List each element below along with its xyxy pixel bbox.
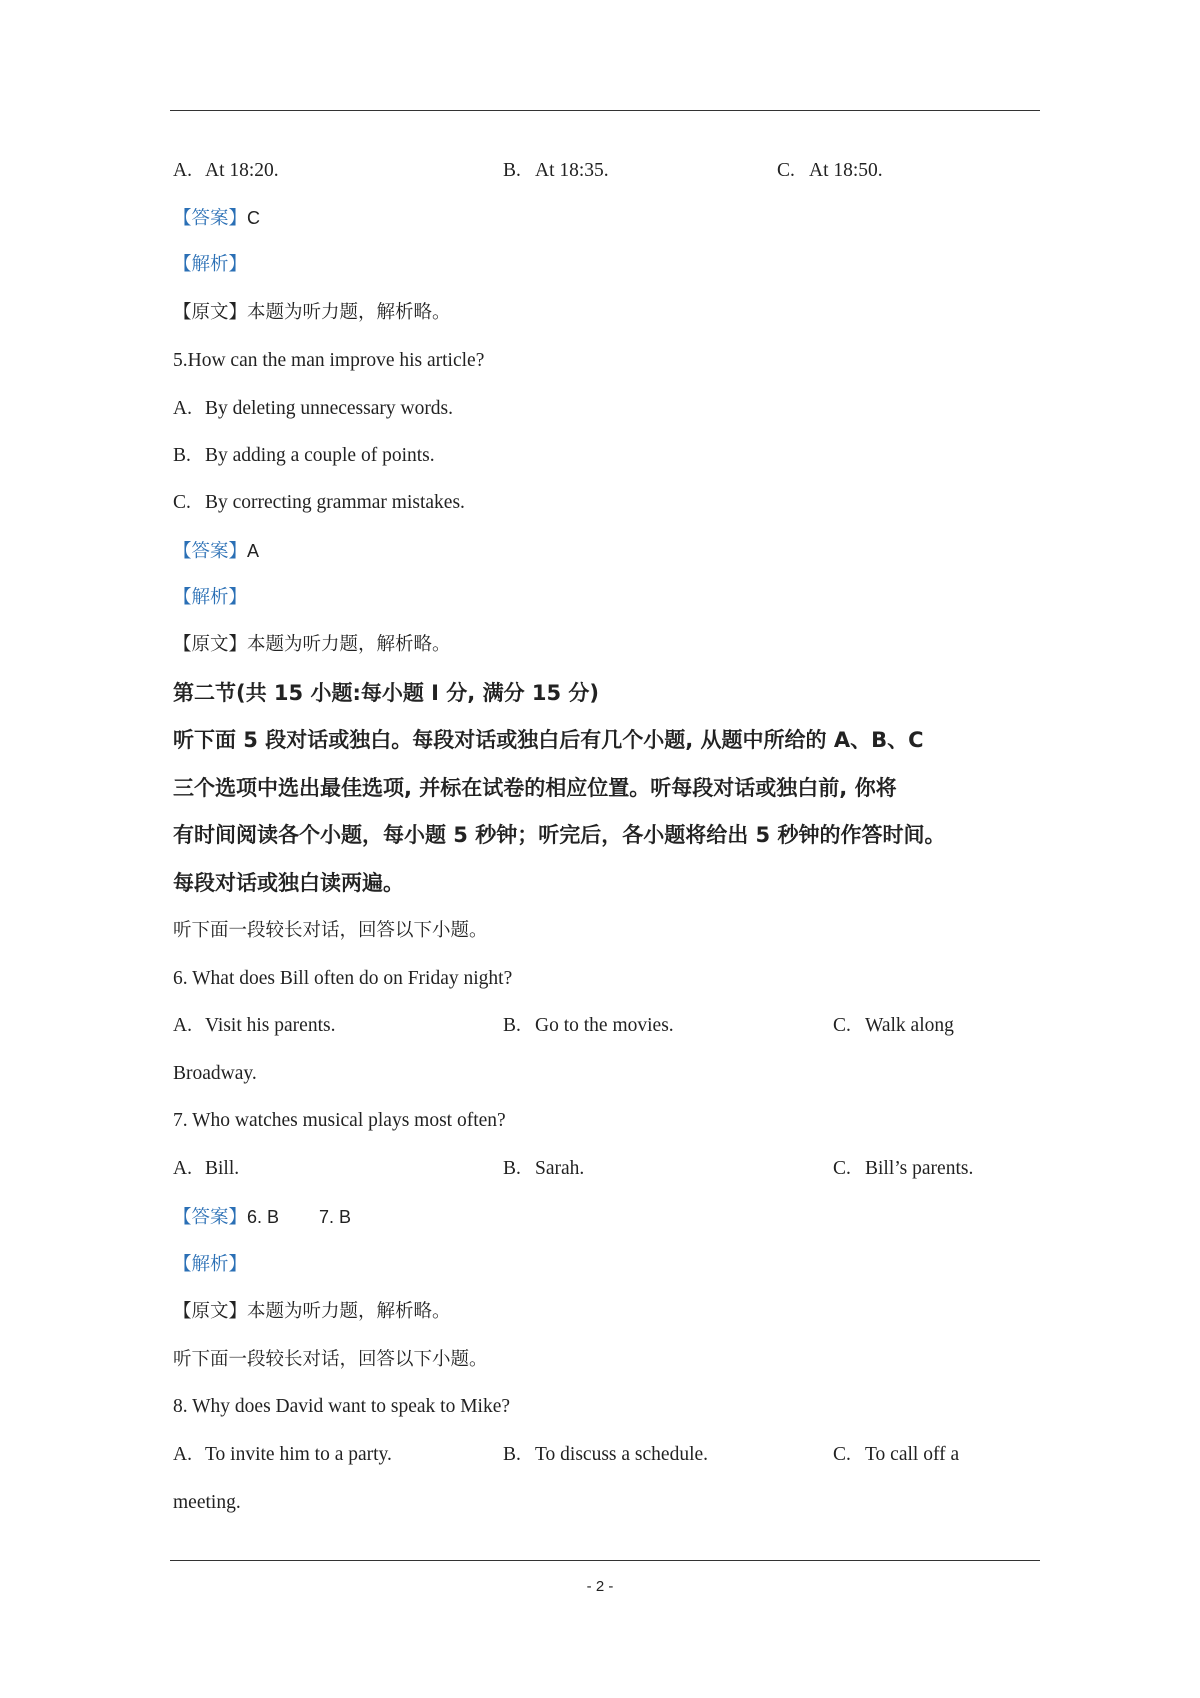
q5-original: 【原文】本题为听力题，解析略。 <box>173 634 451 655</box>
q6-option-c-wrap: Broadway. <box>173 1063 257 1084</box>
section2-instruction-4: 每段对话或独白读两遍。 <box>173 871 404 895</box>
q7-option-c: C. Bill’s parents. <box>833 1158 974 1179</box>
q4-analysis-label: 【解析】 <box>173 254 248 275</box>
q6-question: 6. What does Bill often do on Friday night? <box>173 968 513 989</box>
q4-option-b: B. At 18:35. <box>503 160 609 181</box>
q5-question: 5.How can the man improve his article? <box>173 350 485 371</box>
q4-original: 【原文】本题为听力题，解析略。 <box>173 302 451 323</box>
section2-instruction-3: 有时间阅读各个小题，每小题 5 秒钟；听完后，各小题将给出 5 秒钟的作答时间。 <box>173 823 946 847</box>
q7-option-b: B. Sarah. <box>503 1158 585 1179</box>
q8-option-b: B. To discuss a schedule. <box>503 1444 709 1465</box>
group2-intro: 听下面一段较长对话，回答以下小题。 <box>173 1349 488 1370</box>
q5-analysis-label: 【解析】 <box>173 587 248 608</box>
q4-option-c: C. At 18:50. <box>777 160 883 181</box>
q4-option-a: A. At 18:20. <box>173 160 279 181</box>
q4-answer: 【答案】C <box>173 208 261 229</box>
q6-option-a: A. Visit his parents. <box>173 1015 336 1036</box>
q6-option-b: B. Go to the movies. <box>503 1015 674 1036</box>
q7-question: 7. Who watches musical plays most often? <box>173 1110 506 1131</box>
header-rule <box>170 110 1040 111</box>
section2-instruction-2: 三个选项中选出最佳选项, 并标在试卷的相应位置。听每段对话或独白前, 你将 <box>173 776 897 800</box>
q7-option-a: A. Bill. <box>173 1158 240 1179</box>
q6-option-c: C. Walk along <box>833 1015 954 1036</box>
q5-option-a: A. By deleting unnecessary words. <box>173 398 454 419</box>
q5-option-b: B. By adding a couple of points. <box>173 445 435 466</box>
q8-option-a: A. To invite him to a party. <box>173 1444 392 1465</box>
section2-heading: 第二节(共 15 小题:每小题 I 分, 满分 15 分) <box>173 681 600 705</box>
group1-original: 【原文】本题为听力题，解析略。 <box>173 1301 451 1322</box>
section2-instruction-1: 听下面 5 段对话或独白。每段对话或独白后有几个小题, 从题中所给的 A、B、C <box>173 728 924 752</box>
group1-intro: 听下面一段较长对话，回答以下小题。 <box>173 920 488 941</box>
q8-option-c: C. To call off a <box>833 1444 960 1465</box>
q5-answer: 【答案】A <box>173 541 260 562</box>
q5-option-c: C. By correcting grammar mistakes. <box>173 492 465 513</box>
footer-rule <box>170 1560 1040 1561</box>
q8-option-c-wrap: meeting. <box>173 1492 241 1513</box>
group1-answer: 【答案】6. B 7. B <box>173 1207 352 1228</box>
q8-question: 8. Why does David want to speak to Mike? <box>173 1396 511 1417</box>
page-number: - 2 - <box>586 1578 614 1595</box>
group1-analysis-label: 【解析】 <box>173 1254 248 1275</box>
